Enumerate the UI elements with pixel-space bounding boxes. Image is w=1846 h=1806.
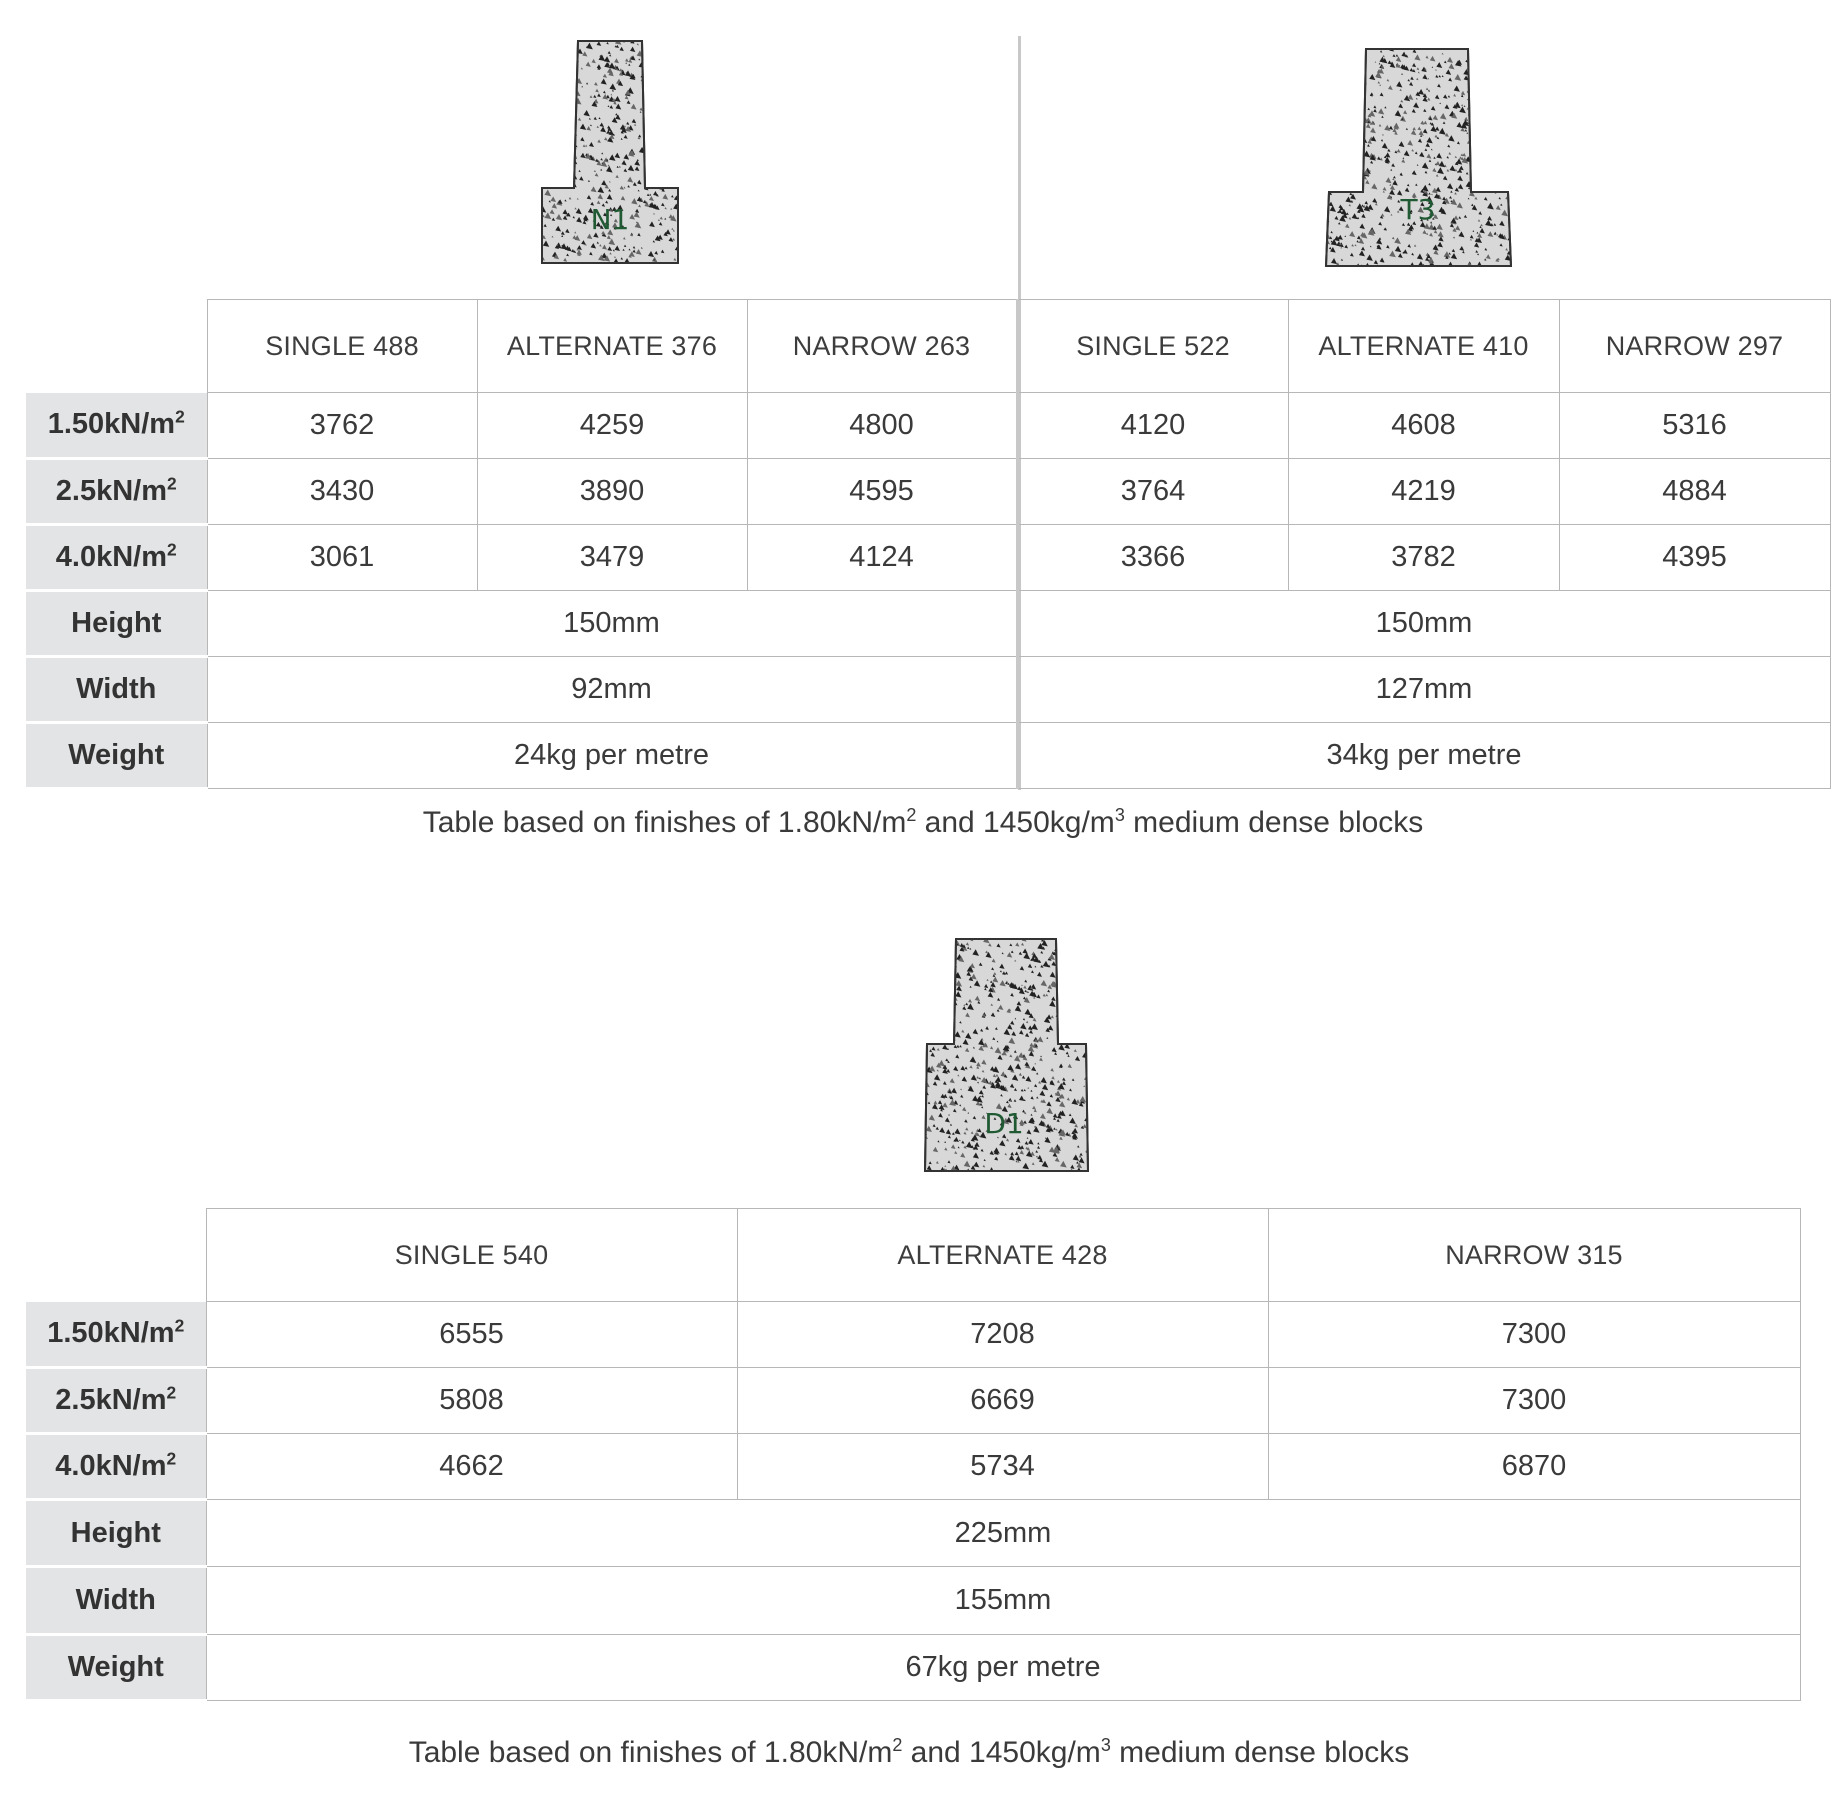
n1-cell: 4124: [747, 525, 1017, 591]
n1-cell: 3430: [207, 459, 477, 525]
t3-weight: 34kg per metre: [1017, 723, 1830, 789]
t3-cell: 3764: [1017, 459, 1288, 525]
d1-cell: 7300: [1268, 1368, 1800, 1434]
t3-cell: 5316: [1559, 393, 1830, 459]
t3-cell: 4395: [1559, 525, 1830, 591]
d1-cell: 7208: [737, 1302, 1268, 1368]
row-label-load1: $1.50kN/m^2$: [26, 393, 207, 459]
d1-cell: 5808: [206, 1368, 737, 1434]
table-row: [26, 1567, 1800, 1635]
t3-cell: 4884: [1559, 459, 1830, 525]
header-row: [26, 1209, 1800, 1302]
t3-cell: 4120: [1017, 393, 1288, 459]
table-row: [26, 525, 1830, 591]
n1-weight: 24kg per metre: [207, 723, 1017, 789]
n1-cell: 3890: [477, 459, 747, 525]
beam-t3-label: T3: [1400, 193, 1436, 226]
n1-width: 92mm: [207, 657, 1017, 723]
row-label-load3: $4.0kN/m^2$: [26, 1434, 206, 1500]
beam-n1-drawing: [530, 36, 690, 268]
table-row: [26, 393, 1830, 459]
header-row: [26, 300, 1830, 393]
n1-header-narrow: NARROW 263: [747, 300, 1017, 393]
top-table: [26, 299, 1831, 790]
row-label-load2: $2.5kN/m^2$: [26, 459, 207, 525]
row-label-width: Width: [26, 657, 207, 723]
table-row: [26, 723, 1830, 789]
beam-d1-drawing: [918, 934, 1094, 1176]
t3-cell: 3366: [1017, 525, 1288, 591]
d1-header-single: SINGLE 540: [206, 1209, 737, 1302]
d1-header-narrow: NARROW 315: [1268, 1209, 1800, 1302]
t3-header-narrow: NARROW 297: [1559, 300, 1830, 393]
n1-cell: 3061: [207, 525, 477, 591]
row-label-height: Height: [26, 591, 207, 657]
n1-header-alternate: ALTERNATE 376: [477, 300, 747, 393]
d1-cell: 7300: [1268, 1302, 1800, 1368]
table-row: [26, 1500, 1800, 1567]
corner-cell: [26, 300, 207, 393]
corner-cell: [26, 1209, 206, 1302]
beam-d1-label: D1: [984, 1107, 1024, 1140]
table-row: [26, 1434, 1800, 1500]
d1-cell: 5734: [737, 1434, 1268, 1500]
t3-cell: 3782: [1288, 525, 1559, 591]
n1-cell: 3762: [207, 393, 477, 459]
table-row: [26, 591, 1830, 657]
beam-t3-drawing: [1316, 44, 1516, 276]
d1-header-alternate: ALTERNATE 428: [737, 1209, 1268, 1302]
table-row: [26, 657, 1830, 723]
row-label-load2: $2.5kN/m^2$: [26, 1368, 206, 1434]
t3-header-alternate: ALTERNATE 410: [1288, 300, 1559, 393]
t3-cell: 4219: [1288, 459, 1559, 525]
t3-cell: 4608: [1288, 393, 1559, 459]
table-row: [26, 1368, 1800, 1434]
row-label-load3: $4.0kN/m^2$: [26, 525, 207, 591]
table-row: [26, 1302, 1800, 1368]
n1-cell: 4259: [477, 393, 747, 459]
t3-height: 150mm: [1017, 591, 1830, 657]
t3-width: 127mm: [1017, 657, 1830, 723]
row-label-width: Width: [26, 1567, 206, 1635]
d1-cell: 6555: [206, 1302, 737, 1368]
d1-width: 155mm: [206, 1567, 1800, 1635]
table-row: [26, 459, 1830, 525]
row-label-weight: Weight: [26, 1635, 206, 1701]
t3-header-single: SINGLE 522: [1017, 300, 1288, 393]
row-label-height: Height: [26, 1500, 206, 1567]
d1-cell: 6870: [1268, 1434, 1800, 1500]
n1-header-single: SINGLE 488: [207, 300, 477, 393]
row-label-load1: $1.50kN/m^2$: [26, 1302, 206, 1368]
bottom-table: [26, 1208, 1801, 1702]
t3-concrete-shape: [1324, 47, 1512, 269]
d1-cell: 4662: [206, 1434, 737, 1500]
n1-height: 150mm: [207, 591, 1017, 657]
d1-height: 225mm: [206, 1500, 1800, 1567]
n1-cell: 4595: [747, 459, 1017, 525]
table-footnote: Table based on finishes of $1.80kN/m^2$ and $1450kg/m^3$ medium dense blocks: [408, 1735, 1410, 1769]
table-footnote: Table based on finishes of $1.80kN/m^2$ and $1450kg/m^3$ medium dense blocks: [422, 805, 1424, 839]
n1-cell: 4800: [747, 393, 1017, 459]
d1-weight: 67kg per metre: [206, 1635, 1800, 1701]
d1-cell: 6669: [737, 1368, 1268, 1434]
n1-cell: 3479: [477, 525, 747, 591]
beam-n1-label: N1: [590, 203, 630, 236]
row-label-weight: Weight: [26, 723, 207, 789]
table-row: [26, 1635, 1800, 1701]
